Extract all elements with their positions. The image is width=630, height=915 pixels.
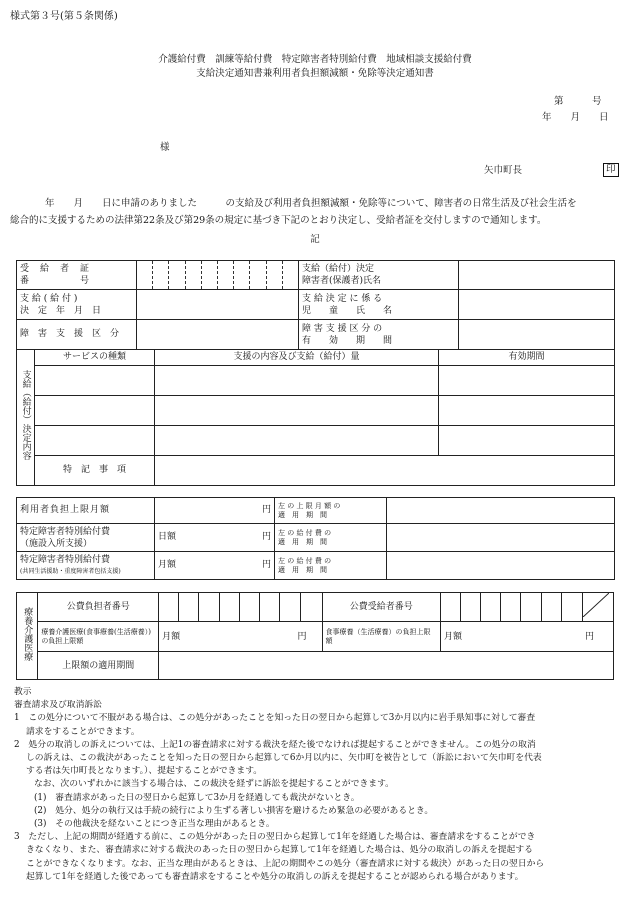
note-sub-1: (1) 審査請求があった日の翌日から起算して3か月を経過しても裁決がないとき。 — [34, 792, 360, 803]
period-cell[interactable] — [439, 366, 615, 396]
limit-period-value[interactable] — [159, 652, 614, 680]
recipient-no-digit[interactable] — [440, 593, 460, 622]
payer-no-digit[interactable] — [279, 593, 300, 622]
service-cell[interactable] — [35, 396, 155, 426]
issuer-name: 矢巾町長 — [484, 165, 523, 176]
facility-benefit-period-value[interactable] — [387, 524, 615, 552]
notes-subheading: 審査請求及び取消訴訟 — [14, 700, 102, 711]
note-3d: 起算して1年を経過した後であっても審査請求をすることや処分の取消しの訴えを提起することが認められる場合があります。 — [26, 871, 524, 882]
payer-no-digit[interactable] — [259, 593, 279, 622]
notes-heading: 教示 — [14, 687, 32, 697]
note-2b: しの訴えは、この裁決があったことを知った日の翌日から起算して6か月以内に、矢巾町を被告として（訴訟において矢巾町を代表 — [26, 753, 542, 764]
child-name-label: 支 給 決 定 に 係 る 児 童 氏 名 — [299, 290, 459, 320]
decision-date-value[interactable] — [137, 290, 299, 320]
monthly-limit-period-label: 左 の 上 限 月 額 の 適 用 期 間 — [275, 498, 387, 524]
facility-benefit-value[interactable] — [155, 524, 275, 552]
note-2c: する者は矢巾町長となります。）、提起することができます。 — [26, 766, 263, 777]
seal-mark: 印 — [603, 163, 619, 177]
col-service-type: サービスの種類 — [35, 350, 155, 366]
title-line-1: 介護給付費 訓練等給付費 特定障害者特別給付費 地域相談支援給付費 — [158, 54, 472, 65]
guardian-name-value[interactable] — [459, 261, 615, 290]
diagonal-line — [583, 593, 609, 617]
group-benefit-period-label: 左 の 給 付 費 の 適 用 期 間 — [275, 552, 387, 580]
decision-content-side — [17, 350, 35, 486]
col-valid-period: 有効期間 — [439, 350, 615, 366]
service-cell[interactable] — [35, 366, 155, 396]
facility-benefit-label: 特定障害者特別給付費 （施設入所支援） — [17, 524, 155, 552]
recipient-no-digit[interactable] — [541, 593, 561, 622]
group-benefit-period-value[interactable] — [387, 552, 615, 580]
monthly-label: 月額 — [158, 560, 177, 571]
period-cell[interactable] — [439, 396, 615, 426]
amount-cell[interactable] — [155, 366, 439, 396]
payer-no-digit[interactable] — [179, 593, 199, 622]
yen-unit: 円 — [297, 631, 307, 642]
class-period-label: 障 害 支 援 区 分 の 有 効 期 間 — [299, 320, 459, 350]
payer-no-digit[interactable] — [301, 593, 322, 622]
group-benefit-title: 特定障害者特別給付費 — [20, 554, 111, 565]
daily-label: 日額 — [158, 532, 177, 543]
form-id: 様式第３号(第５条関係) — [10, 11, 118, 22]
recipient-no-digit[interactable] — [501, 593, 521, 622]
note-2d: なお、次のいずれかに該当する場合は、この裁決を経ずに訴訟を提起することができます。 — [34, 779, 394, 790]
note-sub-2: (2) 処分、処分の執行又は手続の続行により生ずる著しい損害を避けるため緊急の必要があるとき。 — [34, 805, 434, 816]
monthly-label: 月額 — [162, 631, 181, 642]
payer-no-digit[interactable] — [159, 593, 179, 622]
decision-content-side-label: 支給（給付）決定内容 — [20, 370, 31, 461]
col-support-amount: 支援の内容及び支給（給付）量 — [155, 350, 439, 366]
burden-table — [16, 497, 615, 580]
note-1b: 請求をすることができます。 — [26, 726, 140, 737]
ki-label: 記 — [310, 234, 320, 245]
recipient-no-cells[interactable] — [137, 261, 299, 290]
note-sub-3: (3) その他裁決を経ないことにつき正当な理由があるとき。 — [34, 819, 275, 830]
yen-unit: 円 — [261, 505, 271, 516]
document-date: 年 月 日 — [542, 112, 609, 123]
medical-limit-label: 療養介護医療(食事療養(生活療養）)の負担上限額 — [38, 622, 159, 652]
service-cell[interactable] — [35, 426, 155, 456]
seal-box — [603, 163, 619, 177]
payer-no-digit[interactable] — [199, 593, 219, 622]
note-2: 2 処分の取消しの訴えについては、上記1の審査請求に対する裁決を経た後でなければ提起することができません。この処分の取消 — [14, 739, 536, 750]
decision-table — [16, 260, 615, 486]
medical-limit-value[interactable] — [159, 622, 322, 652]
note-1: 1 この処分について不服がある場合は、この処分があったことを知った日の翌日から起算して3か月以内に岩手県知事に対して審査 — [14, 713, 536, 724]
decision-date-label: 支 給 ( 給 付 ) 決 定 年 月 日 — [17, 290, 137, 320]
limit-period-label: 上限額の適用期間 — [38, 652, 159, 680]
payer-no-digit[interactable] — [239, 593, 259, 622]
disability-class-label: 障 害 支 援 区 分 — [17, 320, 137, 350]
addressee-suffix: 様 — [160, 142, 170, 153]
recipient-no-digit[interactable] — [521, 593, 541, 622]
intro-line-2: 総合的に支援するための法律第22条及び第29条の規定に基づき下記のとおり決定し、受給者証を交付しますので通知します。 — [10, 215, 547, 226]
payer-no-digit[interactable] — [219, 593, 239, 622]
group-benefit-subtitle: (共同生活援助・重度障害者包括支援) — [20, 567, 121, 575]
amount-cell[interactable] — [155, 426, 439, 456]
recipient-no-digit[interactable] — [461, 593, 481, 622]
intro-line-1: 年 月 日に申請のありました の支給及び利用者負担額減額・免除等について、障害者の日常生活及び社会生活を — [45, 198, 577, 209]
period-cell[interactable] — [439, 426, 615, 456]
guardian-name-label: 支給（給付）決定 障害者(保護者)氏名 — [299, 261, 459, 290]
recipient-no-label: 受 給 者 証 番 号 — [17, 261, 137, 290]
medical-side-label: 療養介護医療 — [22, 607, 33, 661]
recipient-no-digit[interactable] — [481, 593, 501, 622]
note-3b: きなくなり、また、審査請求に対する裁決のあった日の翌日から起算して1年を経過した場合は、処分の取消しの訴えを提起する — [26, 845, 533, 856]
yen-unit: 円 — [584, 631, 594, 642]
instructions — [14, 686, 620, 884]
medical-table — [16, 592, 614, 680]
diagonal-cell — [583, 593, 614, 622]
payer-no-label: 公費負担者番号 — [38, 593, 159, 622]
disability-class-value[interactable] — [137, 320, 299, 350]
meal-limit-value[interactable] — [440, 622, 613, 652]
note-3: 3 ただし、上記の期間が経過する前に、この処分があった日の翌日から起算して1年を経過した場合は、審査請求をすることができ — [14, 832, 536, 843]
title-line-2: 支給決定通知書兼利用者負担額減額・免除等決定通知書 — [196, 68, 434, 79]
document-number: 第 号 — [554, 96, 602, 107]
child-name-value[interactable] — [459, 290, 615, 320]
medical-side — [17, 593, 38, 680]
recipient-no-digit[interactable] — [561, 593, 582, 622]
group-benefit-value[interactable] — [155, 552, 275, 580]
facility-benefit-period-label: 左 の 給 付 費 の 適 用 期 間 — [275, 524, 387, 552]
meal-limit-label: 食事療養（生活療養）の負担上限額 — [322, 622, 440, 652]
special-notes-value[interactable] — [155, 456, 615, 486]
yen-unit: 円 — [261, 532, 271, 543]
monthly-limit-period-value[interactable] — [387, 498, 615, 524]
yen-unit: 円 — [261, 560, 271, 571]
recipient-no-label-2: 公費受給者番号 — [322, 593, 440, 622]
group-benefit-label — [17, 552, 155, 580]
class-period-value[interactable] — [459, 320, 615, 350]
monthly-label: 月額 — [443, 631, 462, 642]
monthly-limit-value[interactable] — [155, 498, 275, 524]
monthly-limit-label: 利用者負担上限月額 — [17, 498, 155, 524]
amount-cell[interactable] — [155, 396, 439, 426]
special-notes-label: 特 記 事 項 — [35, 456, 155, 486]
note-3c: ことができなくなります。なお、正当な理由があるときは、上記の期間やこの処分（審査請求に対する裁決）があった日の翌日から — [26, 858, 545, 869]
